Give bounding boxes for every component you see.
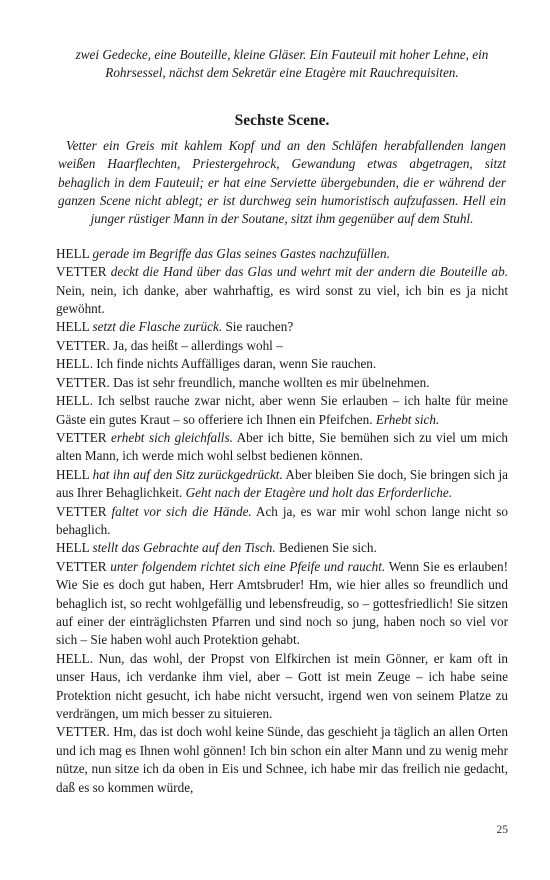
dialogue-line <box>56 355 508 373</box>
dialogue-text: Aber bleiben Sie doch, Sie bringen sich ja aus Ihrer Behaglichkeit. <box>56 466 508 501</box>
dialogue-text: Nein, nein, ich danke, aber wahrhaftig, es wird sonst zu viel, ich bin es ja nicht gewöhnt. <box>56 282 508 317</box>
dialogue-text: HELL. Nun, das wohl, der Propst von Elfkirchen ist mein Gönner, er kam oft in unser Haus, ich verdanke ihm viel, aber – Gott ist mein Zeuge – ich habe seine Protektion nicht gesucht, ich habe nicht versucht, irgend wen von seinem Platze zu verdrängen, um mich besser zu situieren. <box>56 650 508 721</box>
stage-direction: gerade im Begriffe das Glas seines Gastes nachzufüllen. <box>92 245 390 261</box>
dialogue-line <box>56 263 508 318</box>
stage-direction: unter folgendem richtet sich eine Pfeife und raucht. <box>110 558 386 574</box>
dialogue-line <box>56 374 508 392</box>
cast-description: Vetter ein Greis mit kahlem Kopf und an den Schläfen herabfallenden langen weißen Haarflechten, Priestergehrock, Gewandung etwas abgetragen, sitzt behaglich in dem Fauteuil; er hat eine Serviette übergebunden, die er während der ganzen Scene nicht ablegt; er ist durchweg sein humoristisch aufzufassen. Hell ein junger rüstiger Mann in der Soutane, sitzt ihm gegenüber auf dem Stuhl. <box>58 137 506 227</box>
stage-direction: erhebt sich gleichfalls. <box>111 429 233 445</box>
dialogue-text: HELL. Ich selbst rauche zwar nicht, aber wenn Sie erlauben – ich halte für meine Gäste ein gutes Kraut – so offeriere ich Ihnen ein Pfeifchen. <box>56 393 508 427</box>
page-number: 25 <box>496 824 508 836</box>
dialogue-text: HELL <box>56 319 93 335</box>
dialogue-text: VETTER <box>56 429 112 445</box>
dialogue-line <box>56 466 508 503</box>
stage-direction: faltet vor sich die Hände. <box>111 503 252 519</box>
stage-direction: Erhebt sich. <box>375 411 440 427</box>
dialogue-text: Ach ja, es war mir wohl schon lange nicht so behaglich. <box>56 503 508 537</box>
stage-direction: stellt das Gebrachte auf den Tisch. <box>92 540 276 556</box>
dialogue-text: Wenn Sie es erlauben! Wie Sie es doch gut haben, Herr Amtsbruder! Hm, wie hier alles so freundlich und behaglich ist, so recht wohlgefällig und lebensfreudig, so – gottesfriedlich! Sie sitzen auf einer der einträglichsten Pfarren und sind noch so jung, haben noch so viel vor sich – Sie haben wohl auch Protektion gehabt. <box>56 558 508 648</box>
dialogue-line <box>56 558 508 650</box>
dialogue-text: Sie rauchen? <box>222 319 294 335</box>
dialogue-text: VETTER. Das ist sehr freundlich, manche wollten es mir übelnehmen. <box>56 374 430 390</box>
dialogue-line <box>56 503 508 540</box>
dialogue-line <box>56 392 508 429</box>
stage-direction: hat ihn auf den Sitz zurückgedrückt. <box>92 466 283 482</box>
dialogue-text: VETTER <box>56 264 111 280</box>
scene-title: Sechste Scene. <box>234 111 330 129</box>
dialogue-line <box>56 723 508 797</box>
stage-direction: setzt die Flasche zurück. <box>92 319 223 335</box>
dialogue-text: VETTER <box>56 503 112 519</box>
dialogue-line <box>56 245 508 263</box>
dialogue-line <box>56 429 508 466</box>
dialogue-line <box>56 650 508 724</box>
book-page <box>56 46 508 797</box>
dialogue-text: HELL <box>56 245 93 261</box>
dialogue-text: HELL <box>56 540 93 556</box>
dialogue-line <box>56 539 508 557</box>
dialogue-text: Bedienen Sie sich. <box>275 540 377 556</box>
dialogue-text: HELL. Ich finde nichts Auffälliges daran, wenn Sie rauchen. <box>56 356 377 372</box>
dialogue-text: VETTER <box>56 558 111 574</box>
dialogue-text: VETTER. Hm, das ist doch wohl keine Sünde, das geschieht ja täglich an allen Orten und ich mag es Ihnen wohl gönnen! Ich bin schon ein alter Mann und zu wenig mehr nütze, nun sitze ich da oben in Eis und Schnee, ich habe mir das freilich nie gedacht, daß es so kommen würde, <box>56 724 508 795</box>
dialogue <box>56 245 508 797</box>
dialogue-line <box>56 318 508 336</box>
dialogue-line <box>56 337 508 355</box>
stage-direction-intro: zwei Gedecke, eine Bouteille, kleine Gläser. Ein Fauteuil mit hoher Lehne, ein Rohrsessel, nächst dem Sekretär eine Etagère mit Rauchrequisiten. <box>75 47 489 81</box>
stage-direction: deckt die Hand über das Glas und wehrt mit der andern die Bouteille ab. <box>110 264 509 280</box>
dialogue-text: HELL <box>56 466 93 482</box>
dialogue-text: VETTER. Ja, das heißt – allerdings wohl – <box>56 337 283 353</box>
dialogue-text: Aber ich bitte, Sie bemühen sich zu viel um mich alten Mann, ich werde mich wohl selbst bedienen können. <box>56 429 508 464</box>
stage-direction: Geht nach der Etagère und holt das Erforderliche. <box>185 485 453 501</box>
